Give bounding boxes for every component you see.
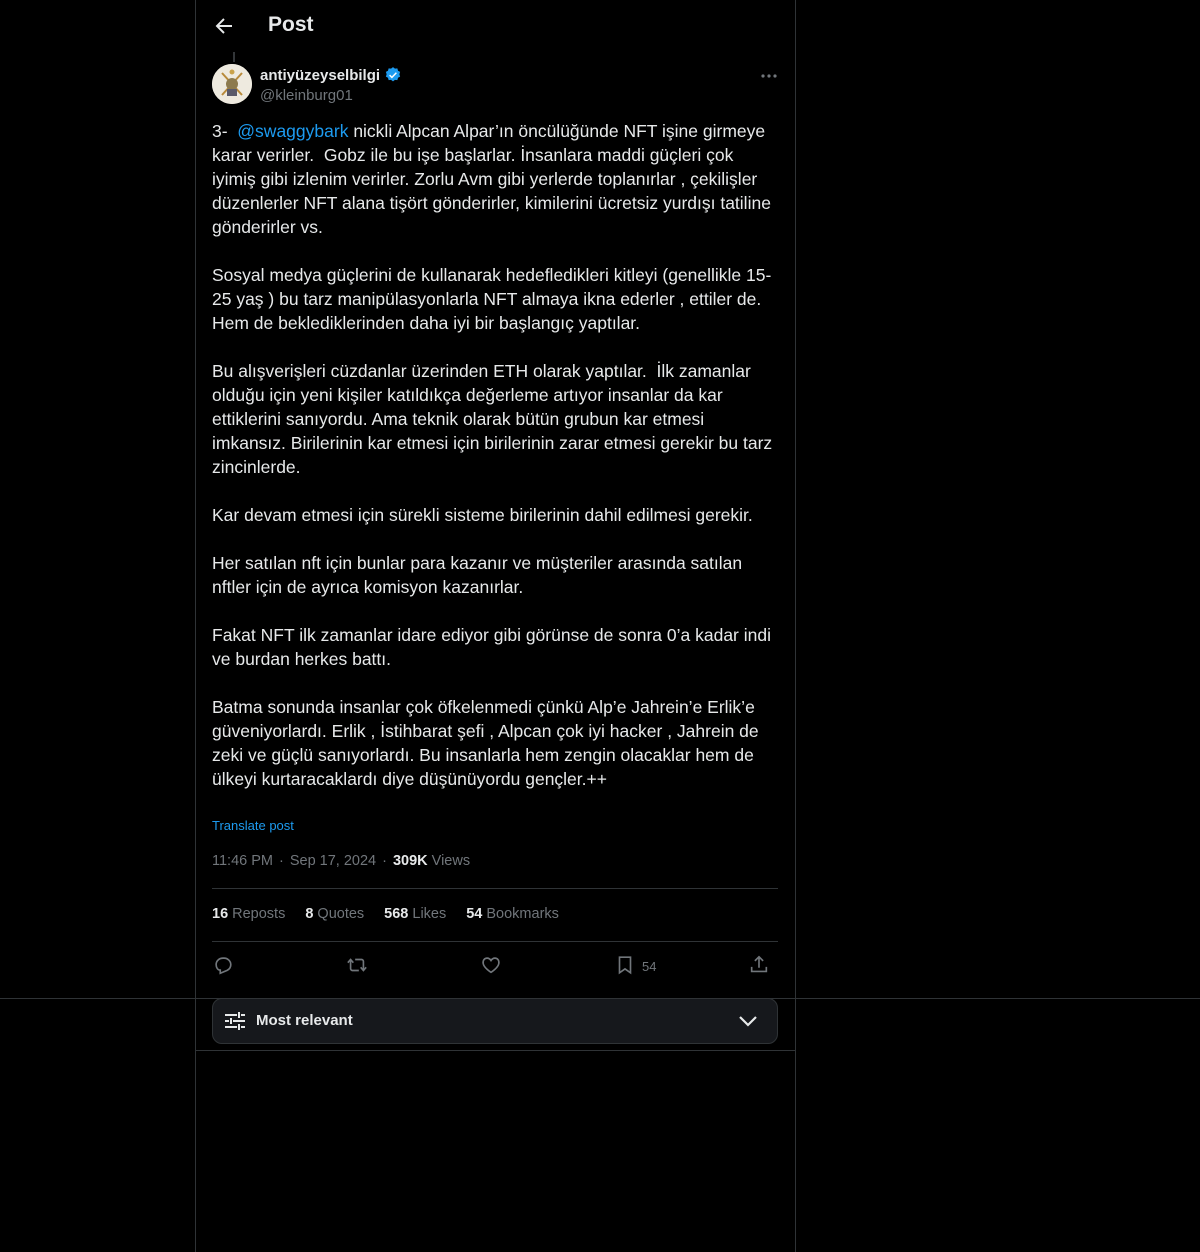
post-time[interactable]: 11:46 PM xyxy=(212,853,273,869)
likes-label: Likes xyxy=(412,906,447,922)
reposts-label: Reposts xyxy=(232,906,286,922)
repost-icon xyxy=(346,954,368,979)
post-meta xyxy=(212,853,470,869)
meta-separator: · xyxy=(382,853,387,869)
avatar[interactable] xyxy=(212,64,252,104)
likes-count: 568 xyxy=(384,906,409,922)
quotes-count: 8 xyxy=(305,906,314,922)
likes-stat[interactable] xyxy=(384,906,446,922)
quotes-stat[interactable] xyxy=(305,906,364,922)
sort-label: Most relevant xyxy=(256,1012,353,1029)
share-icon xyxy=(748,954,770,979)
author-row xyxy=(260,66,402,84)
paragraph-text: nickli Alpcan Alpar’ın öncülüğünde NFT işine girmeye karar verirler. Gobz ile bu işe başlarlar. İnsanlara maddi güçleri çok iyimiş gibi izlenim verirler. Zorlu Avm gibi yerlerde toplanırlar , çekilişler düzenlerler NFT alana tişört gönderirler, kimilerini ücretsiz yurdışı tatiline gönderirler vs. xyxy=(212,121,776,237)
post-text xyxy=(212,119,780,791)
thread-line xyxy=(233,52,235,62)
paragraph-prefix: 3- xyxy=(212,121,238,141)
header xyxy=(196,0,795,54)
reply-button[interactable] xyxy=(212,952,234,980)
post-paragraph: Kar devam etmesi için sürekli sisteme birilerinin dahil edilmesi gerekir. xyxy=(212,505,753,525)
section-divider xyxy=(196,1050,795,1051)
post-date[interactable]: Sep 17, 2024 xyxy=(289,853,377,869)
like-icon xyxy=(480,954,502,979)
sliders-icon xyxy=(224,1010,246,1032)
reposts-stat[interactable] xyxy=(212,906,285,922)
mention-link[interactable]: @swaggybark xyxy=(237,121,349,141)
bookmarks-stat[interactable] xyxy=(466,906,559,922)
back-arrow-icon[interactable] xyxy=(212,14,236,38)
post-paragraph: Sosyal medya güçlerini de kullanarak hedefledikleri kitleyi (genellikle 15-25 yaş ) bu tarz manipülasyonlarla NFT almaya ikna ederler , ettiler de. Hem de beklediklerinden daha iyi bir başlangıç yaptılar. xyxy=(212,265,772,333)
like-button[interactable] xyxy=(480,952,502,980)
post-paragraph xyxy=(212,119,780,239)
translate-post-link[interactable]: Translate post xyxy=(212,818,294,833)
post-paragraph: Bu alışverişleri cüzdanlar üzerinden ETH olarak yaptılar. İlk zamanlar olduğu için yeni kişiler katıldıkça değerleme artıyor insanlar da kar ettiklerini sanıyordu. Ama teknik olarak bütün grubun kar etmesi imkansız. Birilerinin kar etmesi için birilerinin zarar etmesi gerekir bu tarz zincinlerde. xyxy=(212,361,778,477)
bookmark-icon xyxy=(614,954,636,979)
reply-icon xyxy=(212,954,234,979)
action-bar xyxy=(212,952,778,980)
views-label: Views xyxy=(431,853,471,869)
author-handle[interactable]: @kleinburg01 xyxy=(260,87,353,104)
bookmark-button[interactable] xyxy=(614,952,656,980)
verified-badge-icon xyxy=(384,66,402,84)
main-column xyxy=(195,0,796,1252)
post-paragraph: Her satılan nft için bunlar para kazanır ve müşteriler arasında satılan nftler için de ayrıca komisyon kazanırlar. xyxy=(212,553,747,597)
divider xyxy=(212,941,778,942)
divider xyxy=(212,888,778,889)
repost-button[interactable] xyxy=(346,952,368,980)
post-paragraph: Fakat NFT ilk zamanlar idare ediyor gibi görünse de sonra 0’a kadar indi ve burdan herkes battı. xyxy=(212,625,776,669)
bookmark-count: 54 xyxy=(642,958,657,974)
reposts-count: 16 xyxy=(212,906,229,922)
author-name[interactable]: antiyüzeyselbilgi xyxy=(260,66,381,84)
sort-replies-dropdown[interactable] xyxy=(212,998,778,1044)
post-paragraph: Batma sonunda insanlar çok öfkelenmedi çünkü Alp’e Jahrein’e Erlik’e güveniyorlardı. Erlik , İstihbarat şefi , Alpcan çok iyi hacker , Jahrein de zeki ve güçlü sanıyorlardı. Bu insanlarla hem zengin olacaklar hem de ülkeyi kurtaracaklardı diye düşünüyordu gençler.++ xyxy=(212,697,764,789)
views-count: 309K xyxy=(392,853,428,869)
more-icon[interactable] xyxy=(759,66,779,86)
bookmarks-label: Bookmarks xyxy=(486,906,559,922)
page-title: Post xyxy=(268,13,314,36)
engagement-stats xyxy=(212,906,559,922)
share-button[interactable] xyxy=(748,952,770,980)
chevron-down-icon xyxy=(737,1010,759,1032)
bookmarks-count: 54 xyxy=(466,906,483,922)
quotes-label: Quotes xyxy=(317,906,365,922)
meta-separator: · xyxy=(279,853,284,869)
